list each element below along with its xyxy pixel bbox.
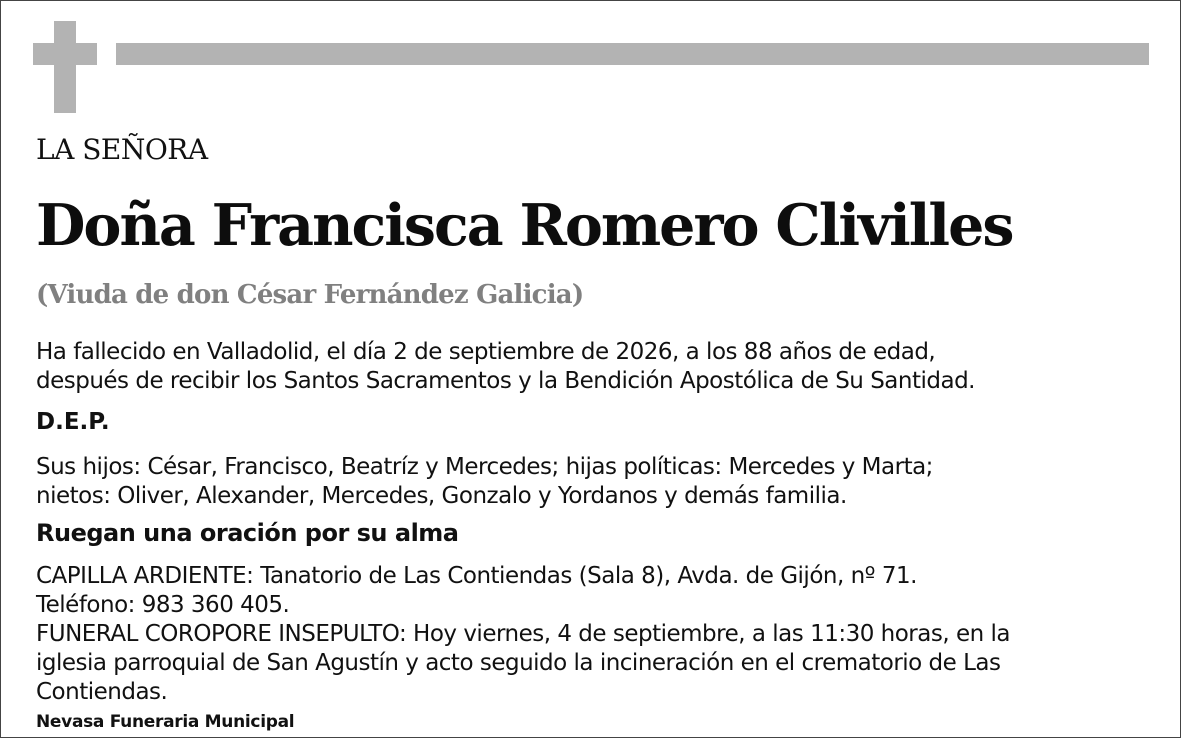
widow-of: (Viuda de don César Fernández Galicia)	[36, 280, 584, 310]
service-line: iglesia parroquial de San Agustín y acto seguido la incineración en el crematorio de Las	[36, 650, 1001, 676]
cross-icon-arm	[33, 43, 97, 65]
family-list	[36, 453, 933, 511]
cross-icon	[54, 21, 76, 113]
salutation: LA SEÑORA	[36, 133, 208, 166]
service-line: Teléfono: 983 360 405.	[36, 592, 290, 618]
family-line: Sus hijos: César, Francisco, Beatríz y Mercedes; hijas políticas: Mercedes y Marta;	[36, 454, 933, 480]
service-line: Contiendas.	[36, 679, 168, 705]
family-line: nietos: Oliver, Alexander, Mercedes, Gonzalo y Yordanos y demás familia.	[36, 483, 847, 509]
rip-label: D.E.P.	[36, 409, 110, 435]
service-details	[36, 562, 1010, 707]
death-line: después de recibir los Santos Sacramentos y la Bendición Apostólica de Su Santidad.	[36, 368, 975, 394]
deceased-name: Doña Francisca Romero Clivilles	[36, 192, 1013, 259]
death-announcement	[36, 338, 975, 396]
prayer-request: Ruegan una oración por su alma	[36, 519, 459, 547]
death-line: Ha fallecido en Valladolid, el día 2 de septiembre de 2026, a los 88 años de edad,	[36, 339, 936, 365]
service-line: CAPILLA ARDIENTE: Tanatorio de Las Contiendas (Sala 8), Avda. de Gijón, nº 71.	[36, 563, 917, 589]
funeral-home: Nevasa Funeraria Municipal	[36, 712, 295, 732]
header-divider	[116, 43, 1149, 65]
service-line: FUNERAL COROPORE INSEPULTO: Hoy viernes, 4 de septiembre, a las 11:30 horas, en la	[36, 621, 1010, 647]
